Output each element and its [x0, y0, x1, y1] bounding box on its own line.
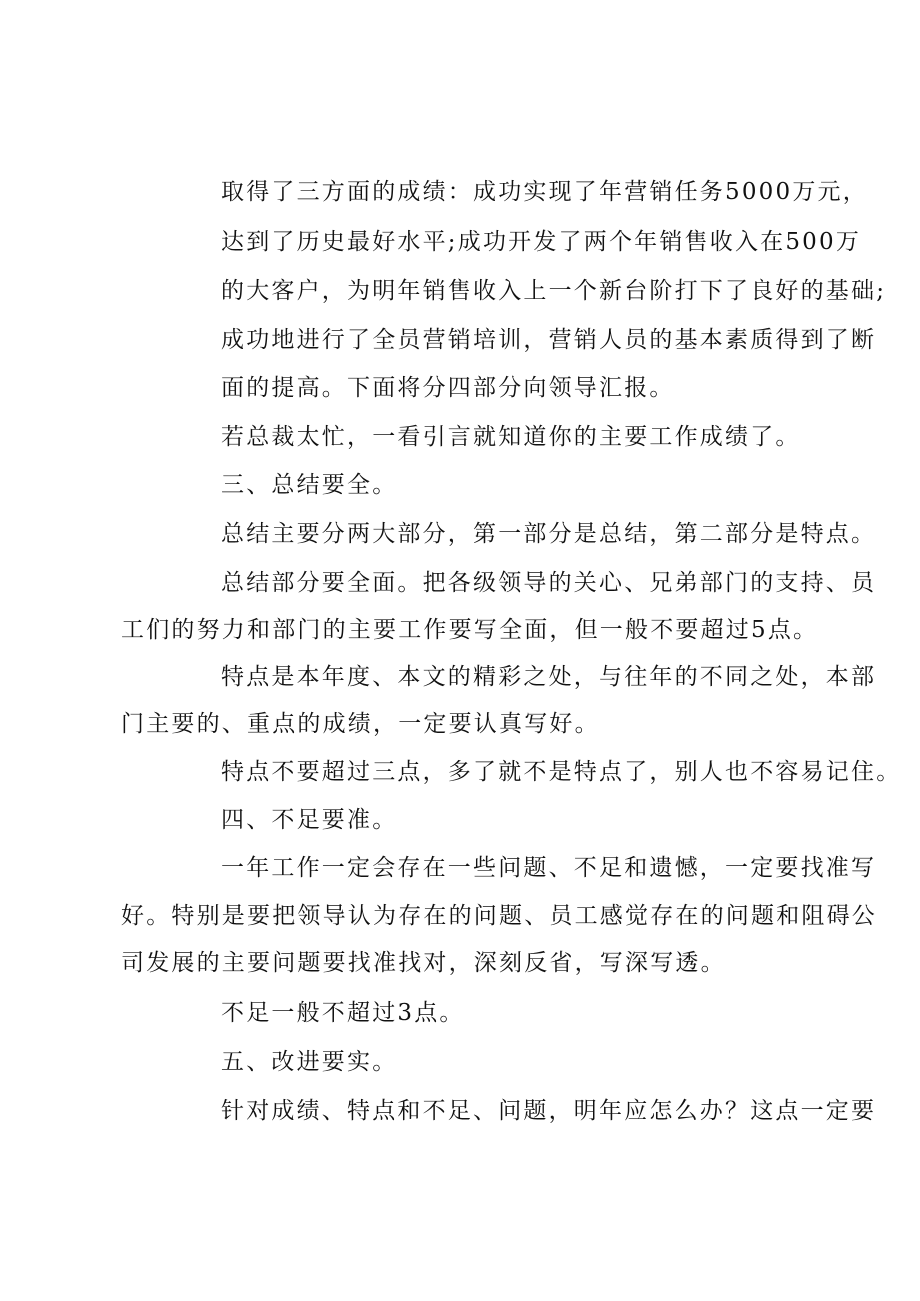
paragraph-line: 工们的努力和部门的主要工作要写全面，但一般不要超过5点。 [121, 617, 819, 643]
paragraph-line: 达到了历史最好水平;成功开发了两个年销售收入在500万 [221, 229, 862, 255]
paragraph-line: 司发展的主要问题要找准找对，深刻反省，写深写透。 [121, 950, 726, 976]
paragraph-line: 总结部分要全面。把各级领导的关心、兄弟部门的支持、员 [221, 570, 877, 596]
paragraph-line: 不足一般不超过3点。 [221, 1000, 465, 1026]
paragraph-line: 取得了三方面的成绩：成功实现了年营销任务5000万元， [221, 179, 868, 205]
paragraph-line: 好。特别是要把领导认为存在的问题、员工感觉存在的问题和阻碍公 [121, 903, 877, 929]
section-heading: 五、改进要实。 [221, 1049, 398, 1075]
section-heading: 三、总结要全。 [221, 472, 398, 498]
paragraph-line: 的大客户，为明年销售收入上一个新台阶打下了良好的基础; [221, 278, 887, 304]
paragraph-line: 针对成绩、特点和不足、问题，明年应怎么办？这点一定要 [221, 1098, 877, 1124]
paragraph-line: 若总裁太忙，一看引言就知道你的主要工作成绩了。 [221, 424, 801, 450]
section-heading: 四、不足要准。 [221, 807, 398, 833]
paragraph-line: 门主要的、重点的成绩，一定要认真写好。 [121, 711, 600, 737]
paragraph-line: 一年工作一定会存在一些问题、不足和遗憾，一定要找准写 [221, 855, 877, 881]
paragraph-line: 特点是本年度、本文的精彩之处，与往年的不同之处，本部 [221, 664, 877, 690]
paragraph-line: 特点不要超过三点，多了就不是特点了，别人也不容易记住。 [221, 759, 902, 785]
paragraph-line: 总结主要分两大部分，第一部分是总结，第二部分是特点。 [221, 521, 877, 547]
paragraph-line: 面的提高。下面将分四部分向领导汇报。 [221, 375, 675, 401]
paragraph-line: 成功地进行了全员营销培训，营销人员的基本素质得到了断 [221, 327, 877, 353]
